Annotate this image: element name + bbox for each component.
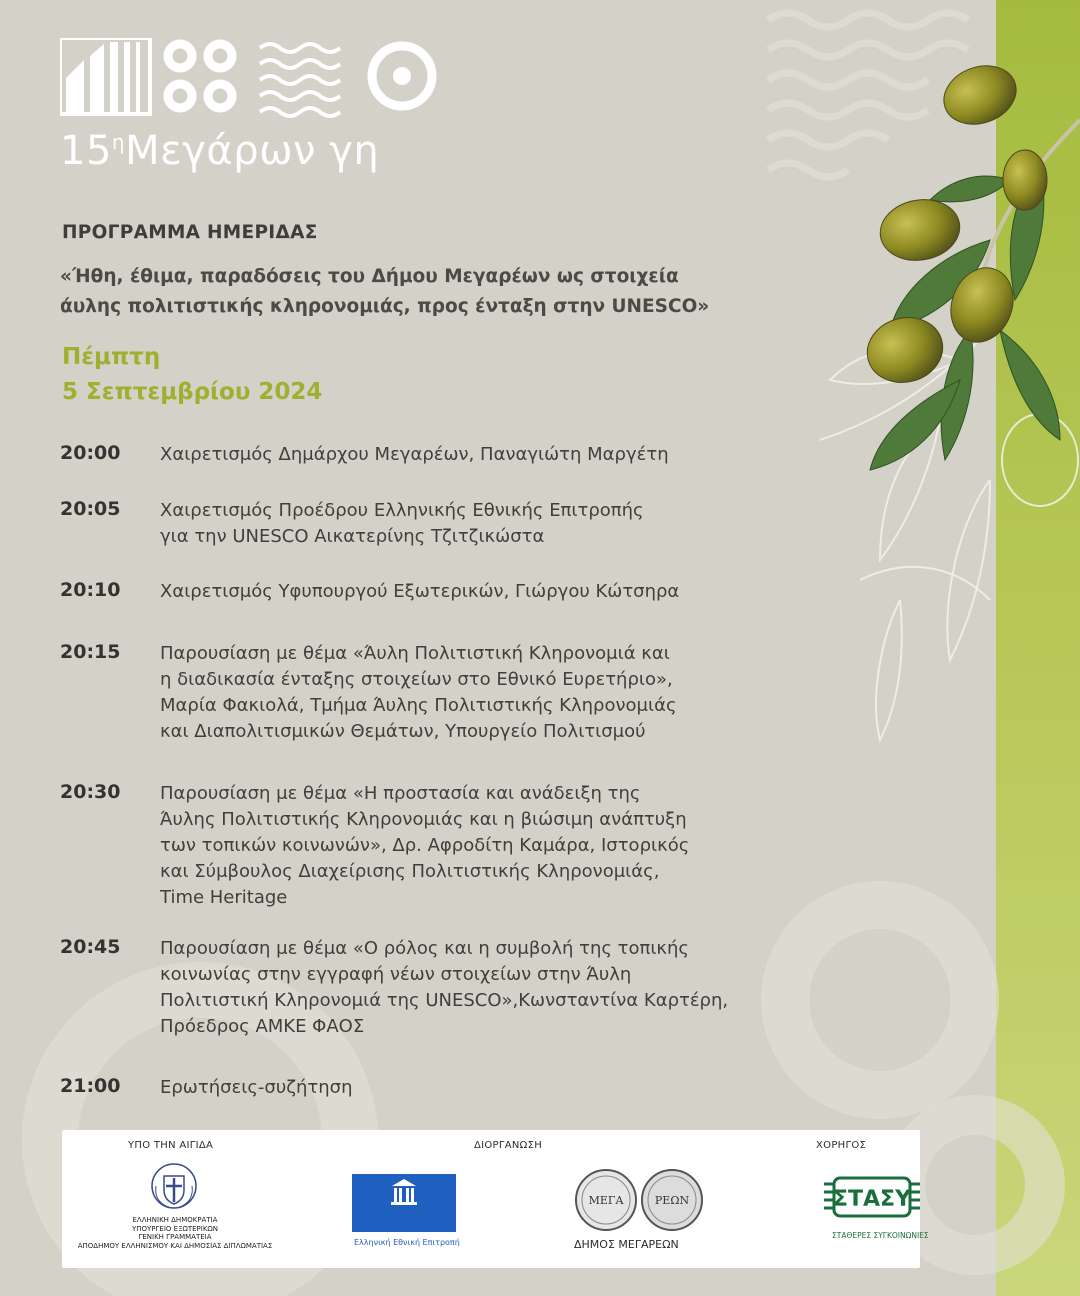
event-subtitle: «Ήθη, έθιμα, παραδόσεις του Δήμου Μεγαρέων ως στοιχεία άυλης πολιτιστικής κληρονομιάς, προς ένταξη στην UNESCO» (60, 266, 710, 317)
schedule-description: Παρουσίαση με θέμα «Ο ρόλος και η συμβολή της τοπικής κοινωνίας στην εγγραφή νέων στοιχείων στην Άυλη Πολιτιστική Κληρονομιά της UNESCO»,Κωνσταντίνα Καρτέρη, Πρόεδρος ΑΜΚΕ ΦΑΟΣ (160, 938, 729, 1037)
schedule-time: 20:45 (60, 936, 121, 958)
schedule-time: 20:10 (60, 579, 121, 601)
svg-text:ΡΕΩΝ: ΡΕΩΝ (654, 1194, 690, 1207)
organizer-label: ΔΙΟΡΓΑΝΩΣΗ (474, 1140, 543, 1151)
schedule-time: 20:00 (60, 442, 121, 464)
schedule-time: 21:00 (60, 1075, 121, 1097)
unesco-wordmark: unesco (352, 1210, 439, 1234)
schedule-description: Χαιρετισμός Προέδρου Ελληνικής Εθνικής Επιτροπής για την UNESCO Αικατερίνης Τζιτζικώστα (160, 500, 644, 547)
ministry-text: ΕΛΛΗΝΙΚΗ ΔΗΜΟΚΡΑΤΙΑ ΥΠΟΥΡΓΕΙΟ ΕΞΩΤΕΡΙΚΩΝ ΓΕΝΙΚΗ ΓΡΑΜΜΑΤΕΙΑ ΑΠΟΔΗΜΟΥ ΕΛΛΗΝΙΣΜΟΥ ΚΑΙ ΔΗΜΟΣΙΑΣ ΔΙΠΛΩΜΑΤΙΑΣ (77, 1216, 273, 1250)
megara-coin-icon (572, 1168, 712, 1232)
event-date: Πέμπτη 5 Σεπτεμβρίου 2024 (62, 344, 323, 405)
greek-coat-of-arms-icon (150, 1160, 198, 1212)
schedule-description: Παρουσίαση με θέμα «Άυλη Πολιτιστική Κληρονομιά και η διαδικασία ένταξης στοιχείων στο Εθνικό Ευρετήριο», Μαρία Φακιολά, Τμήμα Άυλης Πολιτιστικής Κληρονομιάς και Διαπολιτισμικών Θεμάτων, Υπουργείο Πολιτισμού (160, 643, 677, 742)
schedule-description: Χαιρετισμός Δημάρχου Μεγαρέων, Παναγιώτη Μαργέτη (160, 444, 669, 465)
schedule-time: 20:05 (60, 498, 121, 520)
schedule-time: 20:15 (60, 641, 121, 663)
auspices-label: ΥΠΟ ΤΗΝ ΑΙΓΙΔΑ (128, 1140, 214, 1151)
schedule-description: Παρουσίαση με θέμα «Η προστασία και ανάδειξη της Άυλης Πολιτιστικής Κληρονομιάς και η βιώσιμη ανάπτυξη των τοπικών κοινωνών», Δρ. Αφροδίτη Καμάρα, Ιστορικός και Σύμβουλος Διαχείρισης Πολιτιστικής Κληρονομιάς, Time Heritage (160, 783, 690, 908)
stasy-logo-icon (820, 1166, 924, 1228)
unesco-temple-icon (352, 1174, 456, 1208)
megara-name: ΔΗΜΟΣ ΜΕΓΑΡΕΩΝ (574, 1238, 679, 1251)
svg-text:ΣΤΑΣΥ: ΣΤΑΣΥ (832, 1187, 912, 1212)
schedule-description: Ερωτήσεις-συζήτηση (160, 1077, 353, 1098)
logo-mark-icon (60, 38, 450, 124)
sponsor-label: ΧΟΡΗΓΟΣ (816, 1140, 867, 1151)
svg-text:ΜΕΓΑ: ΜΕΓΑ (588, 1194, 624, 1207)
schedule-description: Χαιρετισμός Υφυπουργού Εξωτερικών, Γιώργου Κώτσηρα (160, 581, 680, 602)
schedule-time: 20:30 (60, 781, 121, 803)
program-title: ΠΡΟΓΡΑΜΜΑ ΗΜΕΡΙΔΑΣ (62, 222, 318, 243)
stasy-subtitle: ΣΤΑΘΕΡΕΣ ΣΥΓΚΟΙΝΩΝΙΕΣ (832, 1231, 929, 1240)
brand-title: $15^\eta M\varepsilon\gamma ά\rho\omega\nu$ γη (60, 128, 380, 174)
unesco-subtitle: Ελληνική Εθνική Επιτροπή (354, 1238, 460, 1247)
sponsors-panel (62, 1130, 929, 1268)
